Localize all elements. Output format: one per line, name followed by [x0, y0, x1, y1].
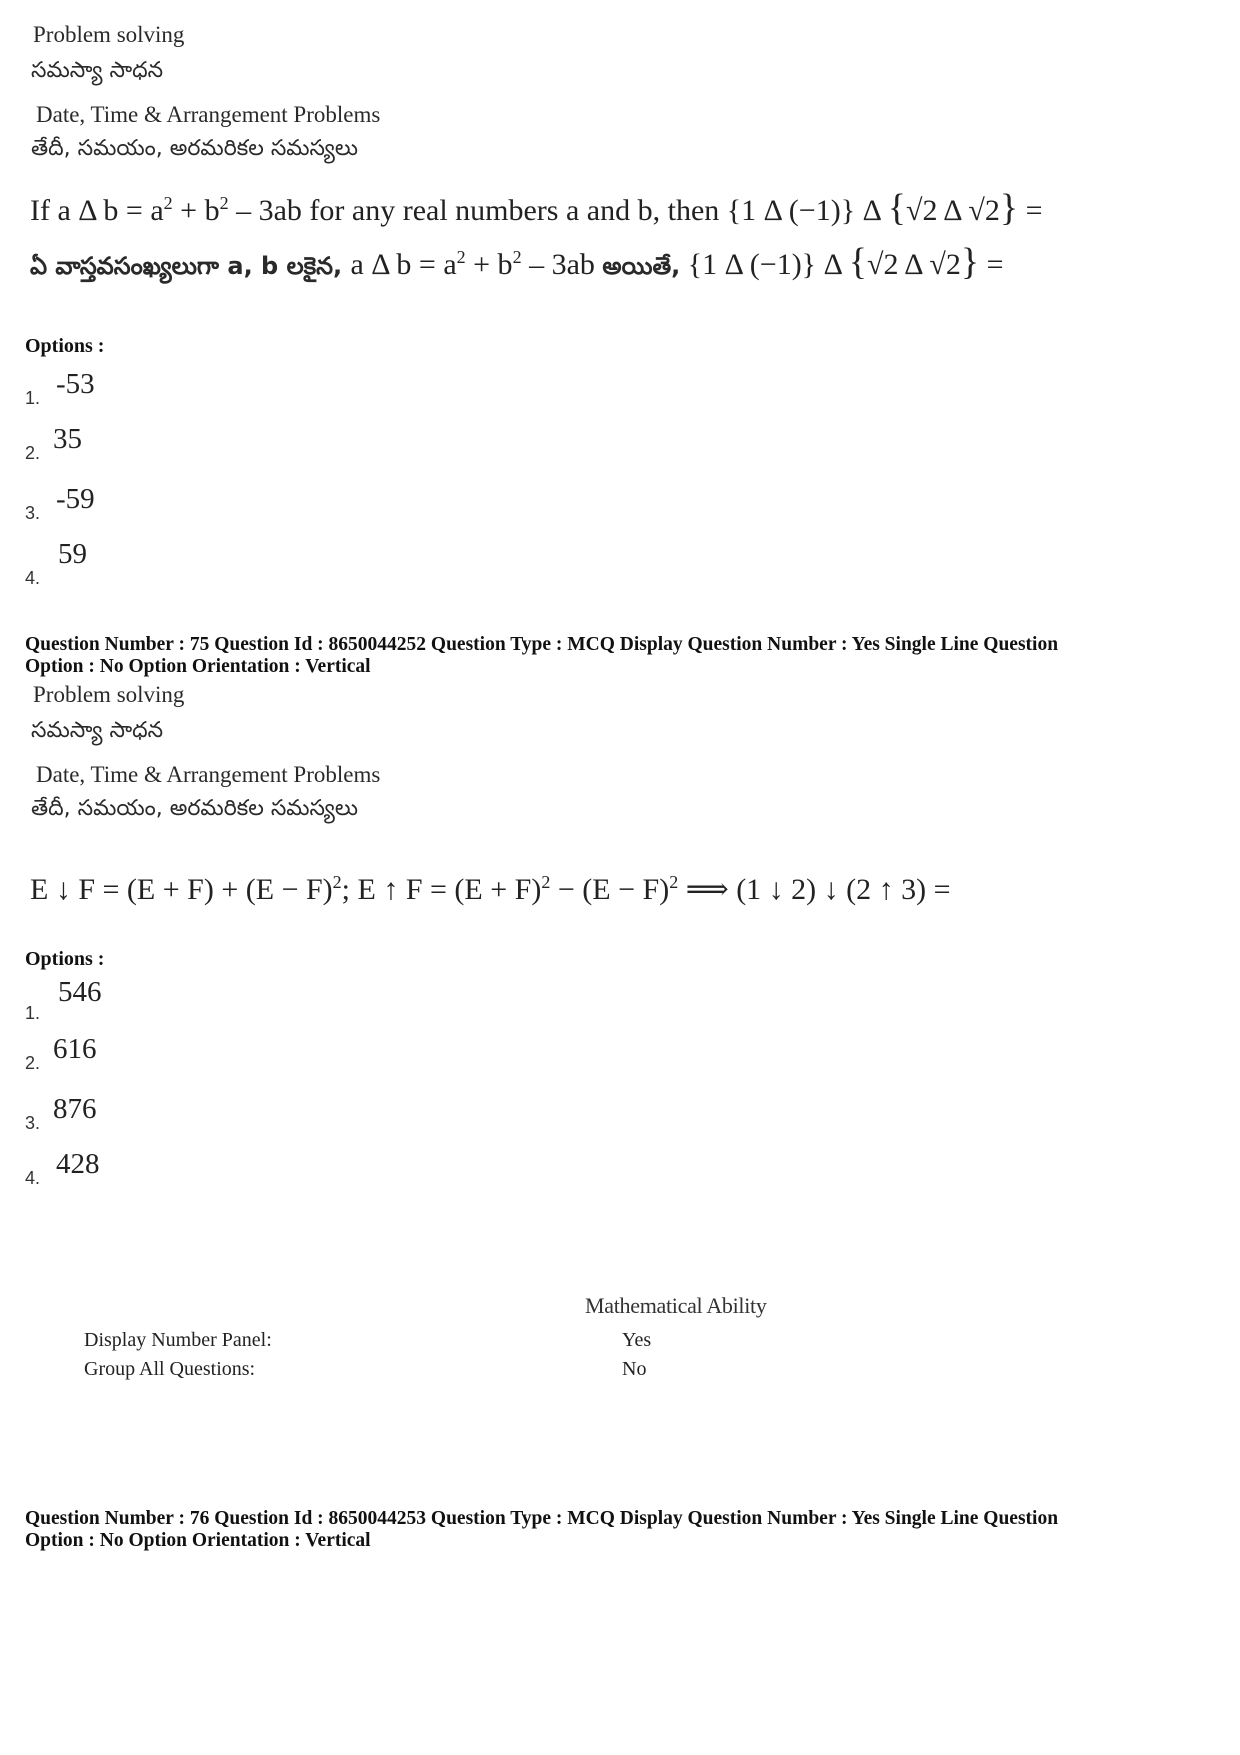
option-number: 3. — [25, 1113, 41, 1133]
question-formula: E ↓ $F = (E + F) + (E - F)^2$; E ↑ $F = (E + F)^2 - (E - F)^2$ ⟹ (1 ↓ 2) ↓ (2 ↑ 3) = — [30, 872, 951, 906]
question-meta: Question Number : 75 Question Id : 8650044252 Question Type : MCQ Display Question Number : Yes Single Line Question Option : No Option Orientation : Vertical — [25, 634, 1059, 677]
subject-english: Problem solving — [33, 682, 185, 707]
option-value[interactable]: -53 — [56, 368, 95, 400]
option-value[interactable]: 428 — [56, 1148, 100, 1180]
setting-label: Group All Questions: — [84, 1358, 256, 1380]
topic-english: Date, Time & Arrangement Problems — [36, 762, 381, 787]
option-value[interactable]: 616 — [53, 1033, 97, 1065]
setting-value: No — [622, 1358, 647, 1380]
topic-english: Date, Time & Arrangement Problems — [36, 102, 381, 127]
setting-value: Yes — [622, 1329, 652, 1351]
question-formula-telugu: ఏ వాస్తవసంఖ్యలుగా a, b లకైన, a Δ $b = a^2 + b^2 - 3ab$ అయితే, {1 Δ (−1)} Δ {√2 Δ √2} = — [30, 241, 1004, 283]
option-value[interactable]: 59 — [58, 538, 87, 570]
options-label: Options : — [25, 335, 105, 357]
option-number: 2. — [25, 1053, 41, 1073]
question-formula-english: If a Δ $b = a^2 + b^2 - 3ab$ for any real numbers a and b, then {1 Δ (−1)} Δ {√2 Δ √2} = — [30, 187, 1043, 229]
question-meta: Question Number : 76 Question Id : 8650044253 Question Type : MCQ Display Question Number : Yes Single Line Question Option : No Option Orientation : Vertical — [25, 1508, 1059, 1551]
topic-telugu: తేదీ, సమయం, అరమరికల సమస్యలు — [31, 136, 359, 161]
option-value[interactable]: 35 — [53, 423, 82, 455]
option-number: 4. — [25, 1168, 41, 1188]
option-value[interactable]: 546 — [58, 976, 102, 1008]
option-number: 4. — [25, 568, 41, 588]
option-number: 2. — [25, 443, 41, 463]
subject-telugu: సమస్యా సాధన — [31, 58, 164, 83]
option-number: 3. — [25, 503, 41, 523]
setting-label: Display Number Panel: — [84, 1329, 272, 1351]
option-number: 1. — [25, 388, 41, 408]
option-value[interactable]: -59 — [56, 483, 95, 515]
option-number: 1. — [25, 1003, 41, 1023]
section-title: Mathematical Ability — [585, 1293, 767, 1318]
topic-telugu: తేదీ, సమయం, అరమరికల సమస్యలు — [31, 796, 359, 821]
subject-telugu: సమస్యా సాధన — [31, 718, 164, 743]
subject-english: Problem solving — [33, 22, 185, 47]
options-label: Options : — [25, 948, 105, 970]
option-value[interactable]: 876 — [53, 1093, 97, 1125]
